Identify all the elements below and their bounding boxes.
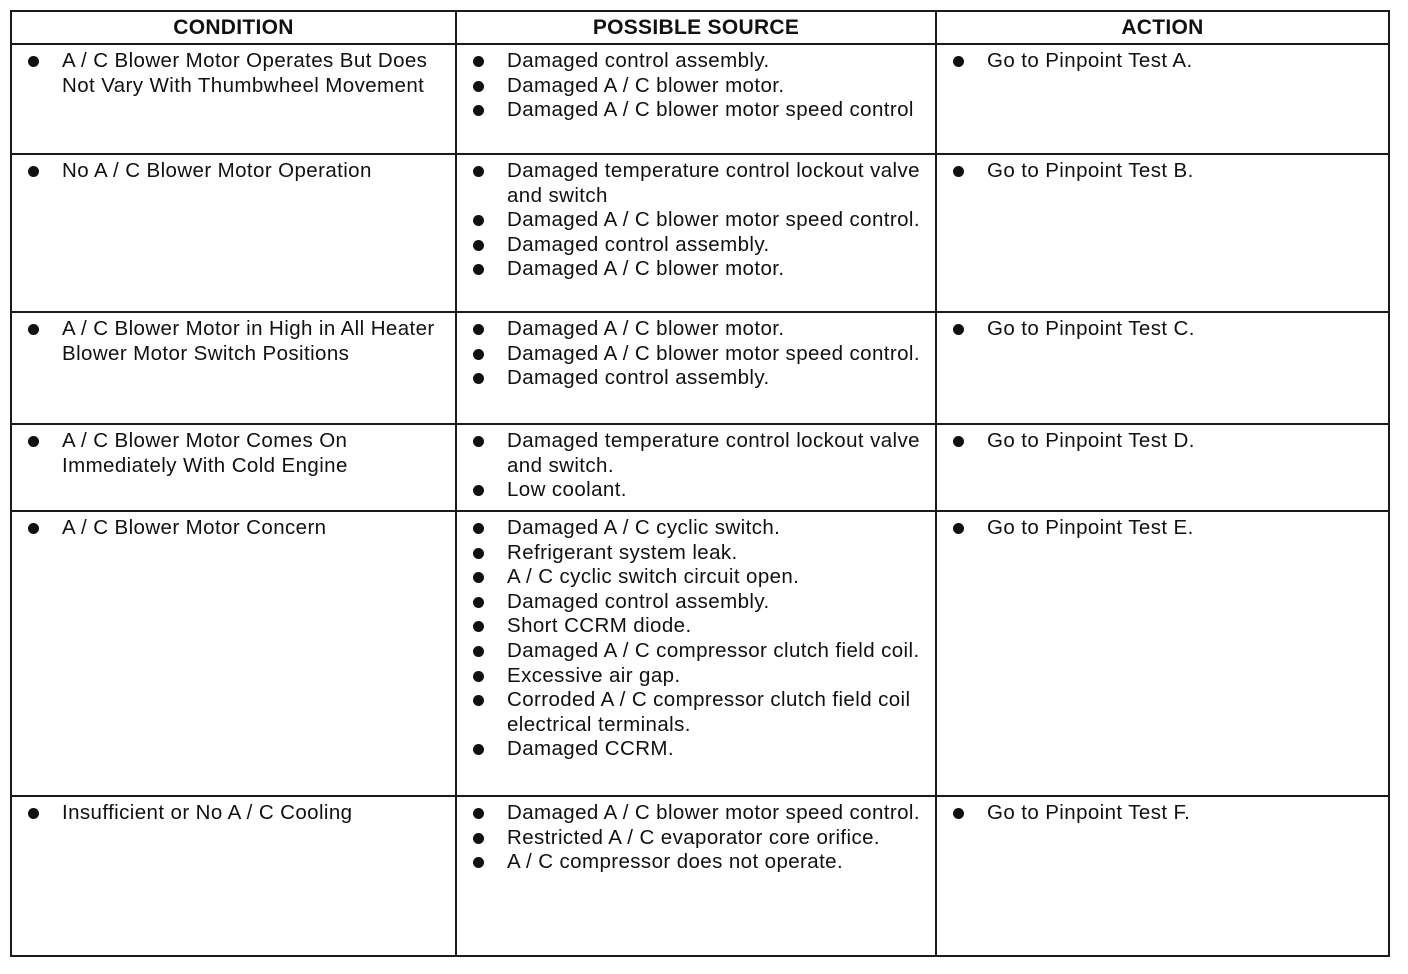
source-text: Damaged A / C blower motor speed control. (507, 208, 920, 232)
source-cell (456, 312, 936, 424)
diagnosis-chart (10, 10, 1388, 957)
bullet-icon (473, 695, 484, 706)
list-item (465, 516, 927, 541)
bullet-icon (953, 436, 964, 447)
bullet-icon (473, 671, 484, 682)
source-cell (456, 154, 936, 312)
condition-text: Insufficient or No A / C Cooling (62, 801, 353, 824)
condition-cell (11, 424, 456, 511)
source-text: Damaged control assembly. (507, 49, 770, 72)
list-item (465, 826, 927, 851)
list-item (465, 664, 927, 689)
list-item (465, 541, 927, 566)
source-text: Corroded A / C compressor clutch field coil electrical terminals. (507, 688, 911, 736)
list-item (465, 98, 927, 123)
header-row (11, 11, 1389, 44)
source-text: Damaged CCRM. (507, 737, 674, 761)
source-text: Short CCRM diode. (507, 614, 692, 638)
bullet-icon (953, 523, 964, 534)
table-row (11, 424, 1389, 511)
table-row (11, 154, 1389, 312)
bullet-icon (473, 597, 484, 608)
source-text: Damaged control assembly. (507, 232, 770, 256)
source-text: A / C cyclic switch circuit open. (507, 565, 800, 589)
action-text: Go to Pinpoint Test C. (987, 317, 1195, 340)
source-text: Refrigerant system leak. (507, 540, 738, 564)
action-cell (936, 796, 1389, 956)
list-item (465, 74, 927, 99)
list-item (465, 801, 927, 826)
condition-text: A / C Blower Motor in High in All Heater Blower Motor Switch Positions (62, 317, 435, 365)
bullet-icon (28, 523, 39, 534)
source-text: Damaged A / C cyclic switch. (507, 516, 781, 539)
table-row (11, 44, 1389, 154)
bullet-icon (473, 166, 484, 177)
source-cell (456, 511, 936, 796)
source-text: Low coolant. (507, 478, 627, 502)
bullet-icon (953, 324, 964, 335)
diagnosis-table (10, 10, 1390, 957)
list-item (465, 317, 927, 342)
action-text: Go to Pinpoint Test B. (987, 159, 1194, 182)
source-cell (456, 44, 936, 154)
bullet-icon (473, 646, 484, 657)
source-cell (456, 796, 936, 956)
bullet-icon (473, 264, 484, 275)
bullet-icon (473, 373, 484, 384)
source-text: Damaged A / C blower motor speed control (507, 98, 914, 122)
condition-cell (11, 511, 456, 796)
condition-cell (11, 44, 456, 154)
bullet-icon (473, 621, 484, 632)
list-item (465, 233, 927, 258)
bullet-icon (473, 572, 484, 583)
condition-text: A / C Blower Motor Comes On Immediately With Cold Engine (62, 429, 348, 477)
list-item (465, 366, 927, 391)
condition-cell (11, 154, 456, 312)
action-text: Go to Pinpoint Test F. (987, 801, 1191, 824)
bullet-icon (28, 808, 39, 819)
condition-text: A / C Blower Motor Concern (62, 516, 327, 539)
source-text: Excessive air gap. (507, 663, 681, 687)
bullet-icon (473, 485, 484, 496)
bullet-icon (473, 324, 484, 335)
list-item (465, 208, 927, 233)
action-cell (936, 44, 1389, 154)
list-item (465, 429, 927, 478)
bullet-icon (473, 56, 484, 67)
source-text: Damaged A / C blower motor speed control. (507, 341, 920, 365)
action-cell (936, 312, 1389, 424)
condition-text: A / C Blower Motor Operates But Does Not Vary With Thumbwheel Movement (62, 49, 428, 97)
bullet-icon (953, 56, 964, 67)
table-row (11, 796, 1389, 956)
list-item (465, 737, 927, 762)
source-text: Damaged A / C blower motor. (507, 73, 785, 97)
source-text: Damaged control assembly. (507, 366, 770, 390)
list-item (465, 688, 927, 737)
action-cell (936, 424, 1389, 511)
bullet-icon (953, 166, 964, 177)
bullet-icon (473, 349, 484, 360)
possible-source-header: POSSIBLE SOURCE (456, 11, 936, 44)
list-item (465, 257, 927, 282)
source-text: Damaged temperature control lockout valve and switch (507, 159, 920, 207)
table-row (11, 312, 1389, 424)
list-item (465, 159, 927, 208)
condition-header: CONDITION (11, 11, 456, 44)
list-item (465, 478, 927, 503)
list-item (465, 639, 927, 664)
action-header: ACTION (936, 11, 1389, 44)
action-text: Go to Pinpoint Test D. (987, 429, 1195, 452)
list-item (465, 342, 927, 367)
bullet-icon (473, 548, 484, 559)
source-text: Damaged A / C blower motor. (507, 317, 785, 340)
source-text: Damaged temperature control lockout valve and switch. (507, 429, 920, 477)
action-text: Go to Pinpoint Test E. (987, 516, 1194, 539)
action-cell (936, 154, 1389, 312)
bullet-icon (953, 808, 964, 819)
source-text: Damaged A / C compressor clutch field coil. (507, 638, 920, 662)
source-text: Damaged A / C blower motor. (507, 257, 785, 281)
bullet-icon (473, 808, 484, 819)
bullet-icon (473, 81, 484, 92)
bullet-icon (28, 56, 39, 67)
condition-text: No A / C Blower Motor Operation (62, 159, 372, 182)
bullet-icon (28, 436, 39, 447)
bullet-icon (473, 215, 484, 226)
bullet-icon (473, 240, 484, 251)
list-item (465, 565, 927, 590)
source-cell (456, 424, 936, 511)
source-text: Damaged A / C blower motor speed control. (507, 801, 920, 824)
bullet-icon (473, 857, 484, 868)
bullet-icon (473, 744, 484, 755)
bullet-icon (28, 166, 39, 177)
bullet-icon (28, 324, 39, 335)
list-item (465, 850, 927, 875)
bullet-icon (473, 436, 484, 447)
list-item (465, 614, 927, 639)
condition-cell (11, 312, 456, 424)
source-text: Damaged control assembly. (507, 589, 770, 613)
table-row (11, 511, 1389, 796)
list-item (465, 590, 927, 615)
bullet-icon (473, 833, 484, 844)
source-text: Restricted A / C evaporator core orifice. (507, 825, 881, 849)
list-item (465, 49, 927, 74)
condition-cell (11, 796, 456, 956)
action-text: Go to Pinpoint Test A. (987, 49, 1193, 72)
bullet-icon (473, 523, 484, 534)
action-cell (936, 511, 1389, 796)
bullet-icon (473, 105, 484, 116)
source-text: A / C compressor does not operate. (507, 850, 844, 874)
